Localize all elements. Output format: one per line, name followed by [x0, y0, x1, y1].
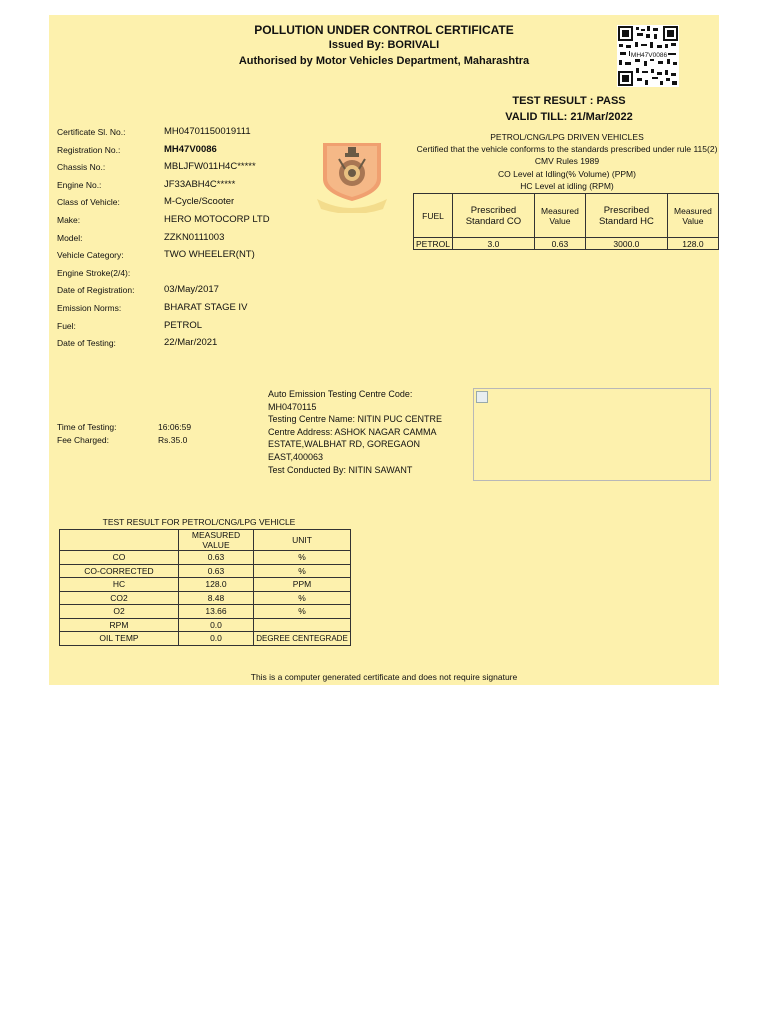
standards-line-1: Certified that the vehicle conforms to the standards prescribed under rule 115(2)	[416, 144, 718, 155]
vehicle-photo	[473, 388, 711, 481]
table-row	[60, 605, 351, 619]
result-status: TEST RESULT : PASS	[512, 95, 626, 107]
info-value: MH04701150019111	[164, 126, 251, 137]
standards-heading	[411, 131, 719, 192]
footer-note: This is a computer generated certificate and does not require signature	[250, 672, 518, 682]
info-value: TWO WHEELER(NT)	[164, 249, 255, 260]
table-cell: RPM	[60, 618, 179, 632]
qr-code-icon	[617, 25, 679, 87]
certificate	[49, 15, 719, 685]
table-cell: 0.0	[179, 632, 254, 646]
test-result	[469, 93, 669, 125]
standards-line-3: CO Level at Idling(% Volume) (PPM)	[498, 168, 636, 179]
std-header-measured-hc: Measured Value	[667, 194, 718, 238]
table-row	[60, 578, 351, 592]
info-label: Date of Registration:	[57, 285, 135, 295]
standards-data-row	[414, 238, 719, 250]
authorised-by: Authorised by Motor Vehicles Department, Maharashtra	[238, 55, 530, 67]
table-row	[60, 632, 351, 646]
table-cell	[254, 618, 351, 632]
std-fuel: PETROL	[414, 238, 453, 250]
info-label: Vehicle Category:	[57, 250, 124, 260]
centre-address: Centre Address: ASHOK NAGAR CAMMA ESTATE,WALBHAT RD, GOREGAON EAST,400063	[268, 426, 437, 462]
certificate-title: POLLUTION UNDER CONTROL CERTIFICATE	[254, 23, 514, 37]
std-header-measured-co: Measured Value	[534, 194, 585, 238]
info-label: Date of Testing:	[57, 338, 116, 348]
info-label: Model:	[57, 233, 83, 243]
info-value: 03/May/2017	[164, 284, 219, 295]
std-header-hc: Prescribed Standard HC	[585, 194, 667, 238]
table-cell: %	[254, 564, 351, 578]
std-measured-hc: 128.0	[667, 238, 718, 250]
centre-code-label: Auto Emission Testing Centre Code:	[268, 389, 413, 399]
table-cell: %	[254, 605, 351, 619]
info-value: MH47V0086	[164, 144, 217, 155]
time-value: 16:06:59	[158, 422, 192, 432]
std-hc: 3000.0	[585, 238, 667, 250]
info-label: Registration No.:	[57, 145, 121, 155]
result-header-cell: UNIT	[254, 530, 351, 551]
table-cell: 0.63	[179, 551, 254, 565]
table-cell: 13.66	[179, 605, 254, 619]
info-value: JF33ABH4C*****	[164, 179, 236, 190]
info-value: HERO MOTOCORP LTD	[164, 214, 270, 225]
standards-line-2: CMV Rules 1989	[534, 156, 600, 167]
standards-line-4: HC Level at idling (RPM)	[520, 180, 614, 191]
info-label: Engine No.:	[57, 180, 102, 190]
standards-header-row	[414, 194, 719, 238]
info-label: Fuel:	[57, 321, 76, 331]
table-cell: 8.48	[179, 591, 254, 605]
table-cell: CO	[60, 551, 179, 565]
centre-code: MH0470115	[268, 401, 317, 412]
info-label: Emission Norms:	[57, 303, 122, 313]
table-cell: 0.0	[179, 618, 254, 632]
fee-label: Fee Charged:	[57, 435, 109, 445]
test-result-table	[59, 529, 351, 646]
table-cell: 128.0	[179, 578, 254, 592]
std-header-fuel: FUEL	[414, 194, 453, 238]
centre-details	[268, 388, 458, 476]
std-measured-co: 0.63	[534, 238, 585, 250]
valid-till: VALID TILL: 21/Mar/2022	[505, 111, 633, 123]
info-label: Make:	[57, 215, 81, 225]
fee-value: Rs.35.0	[158, 435, 188, 445]
table-row	[60, 551, 351, 565]
result-header-cell	[60, 530, 179, 551]
info-value: BHARAT STAGE IV	[164, 302, 248, 313]
info-value: ZZKN0111003	[164, 232, 225, 243]
info-value: 22/Mar/2021	[164, 337, 218, 348]
table-cell: %	[254, 551, 351, 565]
table-row	[60, 618, 351, 632]
table-cell: CO2	[60, 591, 179, 605]
info-value: M-Cycle/Scooter	[164, 196, 235, 207]
table-row	[60, 591, 351, 605]
emblem-icon	[317, 143, 387, 213]
result-header-cell: MEASURED VALUE	[179, 530, 254, 551]
standards-title: PETROL/CNG/LPG DRIVEN VEHICLES	[490, 132, 644, 142]
conducted-by: Test Conducted By: NITIN SAWANT	[268, 464, 413, 475]
info-value: PETROL	[164, 320, 203, 331]
centre-name: Testing Centre Name: NITIN PUC CENTRE	[268, 414, 443, 425]
info-value: MBLJFW011H4C*****	[164, 161, 256, 172]
table-cell: DEGREE CENTEGRADE	[254, 632, 351, 646]
info-label: Certificate Sl. No.:	[57, 127, 126, 137]
std-co: 3.0	[453, 238, 535, 250]
table-cell: HC	[60, 578, 179, 592]
table-cell: OIL TEMP	[60, 632, 179, 646]
time-label: Time of Testing:	[57, 422, 117, 432]
info-label: Class of Vehicle:	[57, 197, 120, 207]
broken-image-icon	[476, 391, 488, 403]
table-cell: CO-CORRECTED	[60, 564, 179, 578]
table-cell: 0.63	[179, 564, 254, 578]
table-row	[60, 564, 351, 578]
qr-text: MH47V0086	[630, 52, 668, 59]
table-cell: O2	[60, 605, 179, 619]
table-cell: PPM	[254, 578, 351, 592]
standards-table	[413, 193, 719, 250]
issued-by: Issued By: BORIVALI	[328, 39, 440, 51]
info-label: Chassis No.:	[57, 162, 106, 172]
test-result-title: TEST RESULT FOR PETROL/CNG/LPG VEHICLE	[102, 517, 296, 527]
info-label: Engine Stroke(2/4):	[57, 268, 131, 278]
std-header-co: Prescribed Standard CO	[453, 194, 535, 238]
table-cell: %	[254, 591, 351, 605]
result-header-row	[60, 530, 351, 551]
